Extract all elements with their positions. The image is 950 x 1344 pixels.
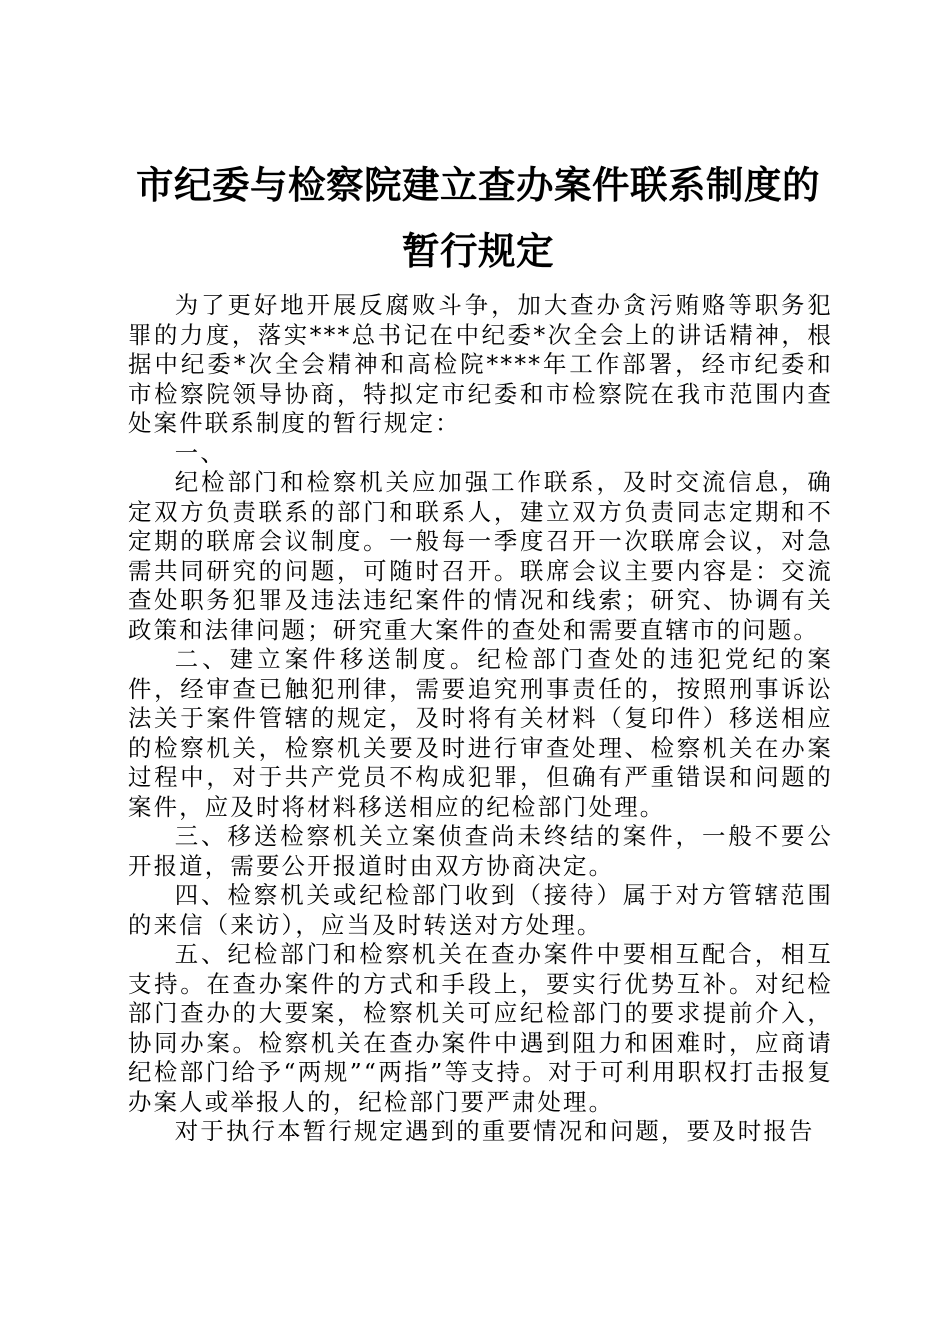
paragraph-section-4: 四、检察机关或纪检部门收到（接待）属于对方管辖范围的来信（来访），应当及时转送对方处理。	[128, 881, 833, 939]
paragraph-section-2: 二、建立案件移送制度。纪检部门查处的违犯党纪的案件，经审查已触犯刑律，需要追究刑事责任的，按照刑事诉讼法关于案件管辖的规定，及时将有关材料（复印件）移送相应的检察机关，检察机关要及时进行审查处理、检察机关在办案过程中，对于共产党员不构成犯罪，但确有严重错误和问题的案件，应及时将材料移送相应的纪检部门处理。	[128, 645, 833, 821]
paragraph-section-1-heading: 一、	[174, 438, 226, 467]
paragraph-section-3: 三、移送检察机关立案侦查尚未终结的案件，一般不要公开报道，需要公开报道时由双方协商决定。	[128, 822, 833, 880]
document-title: 市纪委与检察院建立查办案件联系制度的暂行规定	[136, 163, 820, 273]
document-body	[128, 291, 833, 1147]
paragraph-section-1: 纪检部门和检察机关应加强工作联系，及时交流信息，确定双方负责联系的部门和联系人，建立双方负责同志定期和不定期的联席会议制度。一般每一季度召开一次联席会议，对急需共同研究的问题，可随时召开。联席会议主要内容是：交流查处职务犯罪及违法违纪案件的情况和线索；研究、协调有关政策和法律问题；研究重大案件的查处和需要直辖市的问题。	[128, 468, 833, 644]
paragraph-closing: 对于执行本暂行规定遇到的重要情况和问题，要及时报告	[174, 1117, 815, 1145]
paragraph-intro: 为了更好地开展反腐败斗争，加大查办贪污贿赂等职务犯罪的力度，落实***总书记在中纪委*次全会上的讲话精神，根据中纪委*次全会精神和高检院****年工作部署，经市纪委和市检察院领导协商，特拟定市纪委和市检察院在我市范围内查处案件联系制度的暂行规定：	[128, 291, 833, 437]
paragraph-section-5: 五、纪检部门和检察机关在查办案件中要相互配合，相互支持。在查办案件的方式和手段上，要实行优势互补。对纪检部门查办的大要案，检察机关可应纪检部门的要求提前介入，协同办案。检察机关在查办案件中遇到阻力和困难时，应商请纪检部门给予“两规”“两指”等支持。对于可利用职权打击报复办案人或举报人的，纪检部门要严肃处理。	[128, 940, 833, 1116]
